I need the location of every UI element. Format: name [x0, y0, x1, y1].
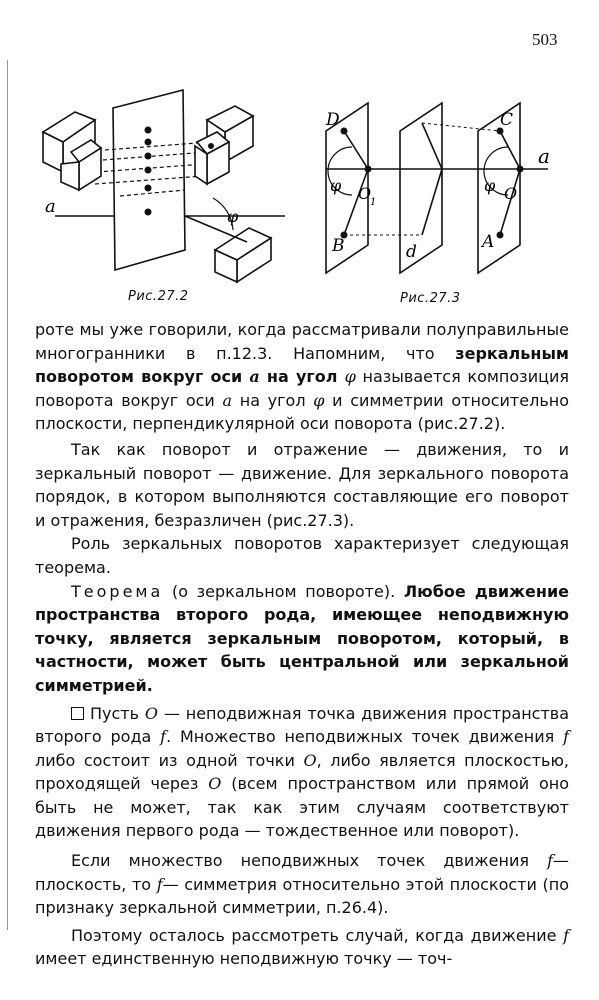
paragraph-theorem — [35, 580, 569, 698]
margin-rule — [7, 60, 8, 930]
text-run: . Множество неподвижных точек движения — [166, 727, 564, 747]
fig-27-3-label-a: A — [482, 232, 495, 252]
text-run: либо состоит из одной точки — [35, 750, 304, 770]
text-run: Поэтому осталось рассмотреть случай, когда движение — [71, 925, 564, 945]
paragraph-proof — [35, 702, 569, 844]
math-f: f — [547, 851, 553, 871]
text-run: и симметрии относительно плоскости, перпендикулярной оси поворота (рис.27.2). — [35, 390, 570, 434]
math-f: f — [563, 727, 569, 747]
text-run: (о зеркальном повороте). — [163, 581, 404, 601]
text-run: называется композиция поворота вокруг оси — [35, 367, 569, 410]
text-run: на угол — [232, 390, 314, 410]
text-run: роте мы уже говорили, когда рассматривали полуправильные многогранники в п.12.3. Напомним, что — [35, 320, 569, 363]
math-phi: φ — [344, 367, 356, 387]
math-o: O — [208, 774, 222, 794]
caption-fig-27-2: Рис.27.2 — [128, 289, 189, 304]
proof-start-square-icon — [71, 707, 84, 720]
text-run: , либо является плоскостью, проходящей через — [35, 750, 569, 794]
math-f: f — [160, 727, 167, 747]
body-text — [35, 318, 569, 971]
page-number: 503 — [532, 30, 558, 49]
text-run: — плоскость, то — [35, 851, 569, 894]
theorem-word: Теорема — [71, 581, 164, 601]
math-a: a — [222, 390, 233, 410]
text-run: имеет единственную неподвижную точку — точ- — [35, 949, 453, 969]
bold-term: зеркальным поворотом вокруг оси — [35, 343, 569, 387]
fig-27-3-phi-right: φ — [484, 176, 496, 195]
math-o: O — [303, 750, 317, 770]
paragraph-3: Роль зеркальных поворотов характеризует следующая теорема. — [35, 534, 569, 577]
paragraph-2: Так как поворот и отражение — движения, то и зеркальный поворот — движение. Для зеркального поворота порядок, в котором выполняются составляющие его поворот и отражения, безразличен (рис.27.3). — [35, 439, 569, 530]
fig-27-3-label-o1: O — [358, 184, 372, 203]
fig-27-3-axis-label: a — [538, 144, 550, 168]
figure-27-2-drawing — [35, 80, 305, 290]
text-run: Пусть — [90, 703, 145, 723]
text-run: Если множество неподвижных точек движения — [71, 851, 548, 871]
figure-27-2 — [35, 80, 305, 290]
fig-27-3-label-d: D — [326, 110, 340, 130]
text-run: — неподвижная точка движения пространства второго рода — [35, 703, 569, 747]
figure-27-3 — [318, 95, 580, 280]
paragraph-6 — [35, 849, 569, 920]
fig-27-3-label-d-lower: d — [406, 242, 417, 262]
math-f: f — [563, 925, 569, 945]
fig-27-3-label-c: C — [500, 110, 514, 130]
paragraph-7 — [35, 924, 569, 971]
fig-27-3-label-b: B — [332, 236, 345, 256]
bold-term: на угол — [259, 367, 345, 387]
fig-27-3-label-o: O — [504, 184, 518, 203]
math-a: a — [249, 367, 260, 387]
text-run: — симметрия относительно этой плоскости (по признаку зеркальной симметрии, п.26.4). — [35, 874, 570, 918]
figure-27-3-drawing — [318, 95, 580, 280]
math-o: O — [144, 703, 159, 723]
math-f: f — [156, 874, 163, 894]
text-run: (всем пространством или прямой оно быть не может, так как этим случаям соответствуют движения первого рода — тождественное или поворот). — [35, 774, 569, 841]
fig-27-2-angle-label: φ — [227, 207, 239, 226]
caption-fig-27-3: Рис.27.3 — [400, 291, 461, 306]
theorem-statement: Любое движение пространства второго рода, имеющее неподвижную точку, является зеркальным поворотом, который, в частности, может быть центральной или зеркальной симметрией. — [35, 581, 570, 695]
fig-27-3-label-o1-subscript: 1 — [370, 197, 377, 208]
math-phi: φ — [313, 390, 325, 410]
fig-27-2-axis-label: a — [45, 196, 56, 217]
fig-27-3-phi-left: φ — [330, 176, 342, 195]
paragraph-1 — [35, 318, 569, 436]
